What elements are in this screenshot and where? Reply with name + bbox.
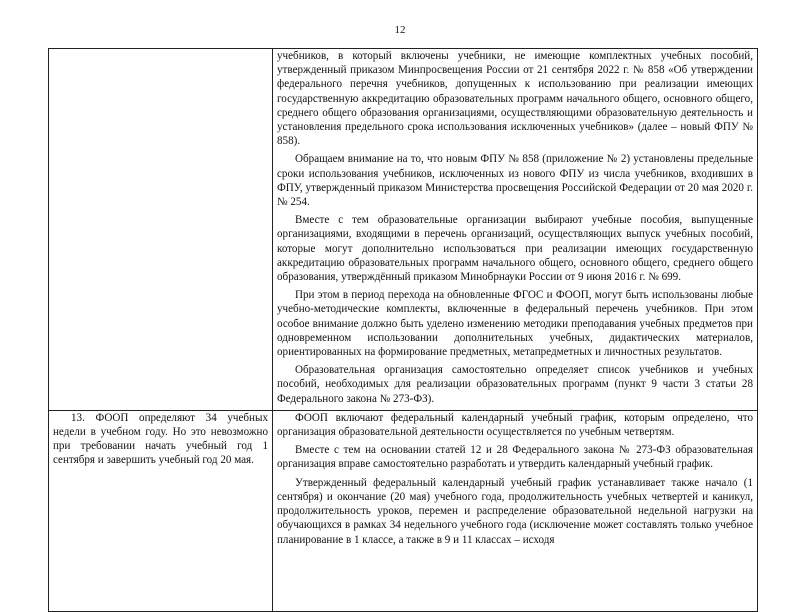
left-cell — [49, 410, 273, 611]
paragraph: Утвержденный федеральный календарный учебный график устанавливает также начало (1 сентября) и окончание (20 мая) учебного года, продолжительность учебных четвертей и каникул, продолжительность уроков, перемен и распределение образовательной недельной нагрузки на обучающихся в рамках 34 недельного учебного года (исключение может составлять только учебное планирование в 1 классе, а также в 9 и 11 классах – исходя — [277, 476, 753, 546]
paragraph: учебников, в который включены учебники, не имеющие комплектных учебных пособий, утвержденный приказом Минпросвещения России от 21 сентября 2022 г. № 858 «Об утверждении федерального перечня учебников, допущенных к использованию при реализации имеющих государственную аккредитацию образовательных программ начального общего, основного общего, среднего общего образования организациями, осуществляющими образовательную деятельность и установления предельного срока использования исключенных учебников» (далее – новый ФПУ № 858). — [277, 50, 753, 148]
paragraph: При этом в период перехода на обновленные ФГОС и ФООП, могут быть использованы любые учебно-методические комплекты, включенные в федеральный перечень учебников. При этом особое внимание должно быть уделено изменению методики преподавания учебных предметов при одновременном использовании дополнительных учебных, дидактических материалов, ориентированных на формирование предметных, метапредметных и личностных результатов. — [277, 289, 753, 359]
right-cell — [273, 410, 758, 611]
paragraph: 13. ФООП определяют 34 учебных недели в учебном году. Но это невозможно при требовании начать учебный год 1 сентября и завершить учебный год 20 мая. — [53, 411, 268, 467]
document-table — [48, 48, 758, 612]
page-number: 12 — [394, 24, 406, 36]
paragraph: Образовательная организация самостоятельно определяет список учебников и учебных пособий, необходимых для реализации образовательных программ (пункт 9 части 3 статьи 28 Федерального закона № 273-ФЗ). — [277, 364, 753, 405]
paragraph: Обращаем внимание на то, что новым ФПУ № 858 (приложение № 2) установлены предельные сроки использования учебников, исключенных из нового ФПУ из числа учебников, входивших в ФПУ, утвержденный приказом Министерства просвещения Российской Федерации от 20 мая 2020 г. № 254. — [277, 153, 753, 209]
left-cell — [49, 49, 273, 411]
table-row — [49, 49, 758, 411]
right-cell — [273, 49, 758, 411]
table-row — [49, 410, 758, 611]
paragraph: Вместе с тем на основании статей 12 и 28 Федерального закона № 273-ФЗ образовательная организация вправе самостоятельно разработать и утвердить календарный учебный график. — [277, 444, 753, 471]
paragraph: Вместе с тем образовательные организации выбирают учебные пособия, выпущенные организациями, входящими в перечень организаций, осуществляющих выпуск учебных пособий, которые могут дополнительно использоваться при реализации имеющих государственную аккредитацию образовательных программ начального общего, основного общего, среднего общего образования, утверждённый приказом Минобрнауки России от 9 июня 2016 г. № 699. — [277, 214, 753, 284]
paragraph: ФООП включают федеральный календарный учебный график, которым определено, что организация образовательной деятельности осуществляется по учебным четвертям. — [277, 411, 753, 439]
